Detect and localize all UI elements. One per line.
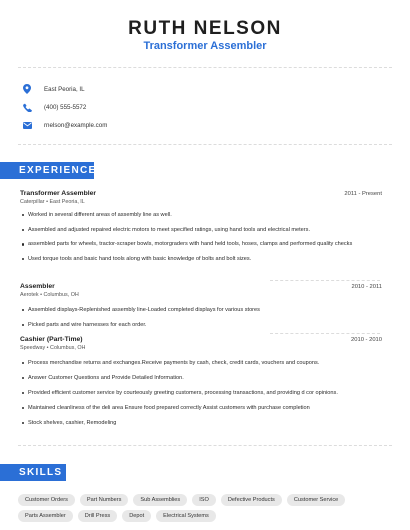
job-company: Caterpillar • East Peoria, IL (20, 199, 85, 205)
contact-phone (22, 100, 86, 114)
location-text: East Peoria, IL (44, 85, 85, 93)
skill-tag: Part Numbers (80, 494, 129, 506)
email-link[interactable]: rnelson@example.com (44, 121, 108, 129)
job-company: Speedway • Columbus, OH (20, 345, 86, 351)
phone-icon (22, 102, 32, 112)
job-bullet: Picked parts and wire harnesses for each order. (22, 321, 362, 330)
job-bullet: Answer Customer Questions and Provide Detailed Information. (22, 374, 382, 383)
skills-section-header (0, 464, 66, 481)
job-entry (20, 283, 382, 298)
contact-location (22, 82, 85, 96)
skill-tag: Sub Assemblies (133, 494, 187, 506)
experience-heading: EXPERIENCE (19, 165, 97, 176)
job-bullet: Used torque tools and basic hand tools along with basic knowledge of bolts and bolt sizes. (22, 255, 362, 264)
job-dates: 2010 - 2010 (351, 337, 382, 343)
skills-heading: SKILLS (19, 467, 63, 478)
job-bullet: Provided efficient customer service by courteously greeting customers, processing transactions, and providing d cor opinions. (22, 389, 382, 398)
job-title: Cashier (Part-Time) (20, 336, 83, 343)
resume-name: RUTH NELSON (128, 18, 282, 39)
skill-tag: Parts Assembler (18, 510, 73, 522)
skill-tag: Electrical Systems (156, 510, 216, 522)
job-bullet: Maintained cleanliness of the deli area Ensure food prepared correctly Assist customers with purchase completion (22, 404, 382, 413)
job-title: Assembler (20, 283, 55, 290)
job-entry (20, 336, 382, 351)
job-bullet-list (22, 359, 382, 428)
job-bullet: assembled parts for wheels, tractor-scraper bowls, motorgraders with hand held tools, hoses, clamps and performed quality checks (22, 240, 362, 249)
divider (18, 445, 392, 446)
job-entry (20, 190, 382, 205)
skills-list (18, 494, 394, 522)
contact-email (22, 118, 107, 132)
skill-tag: Customer Service (287, 494, 345, 506)
job-dates: 2010 - 2011 (351, 284, 382, 290)
skill-tag: Customer Orders (18, 494, 75, 506)
experience-section-header (0, 162, 97, 179)
skill-tag: ISO (192, 494, 216, 506)
email-icon (22, 120, 32, 130)
job-bullet: Worked in several different areas of assembly line as well. (22, 211, 362, 220)
job-bullet: Assembled and adjusted repaired electric motors to meet specified ratings, using hand tools and electrical meters. (22, 226, 362, 235)
divider (18, 67, 392, 68)
job-bullet: Stock shelves, cashier, Remodeling (22, 419, 382, 428)
job-title: Transformer Assembler (20, 190, 97, 197)
resume-job-title: Transformer Assembler (143, 40, 267, 52)
phone-text: (400) 555-5572 (44, 103, 87, 111)
job-bullet-list (22, 306, 362, 329)
divider (270, 280, 380, 281)
skill-tag: Defective Products (221, 494, 282, 506)
job-dates: 2011 - Present (344, 191, 382, 197)
job-bullet: Assembled displays-Replenished assembly line-Loaded completed displays for various stores (22, 306, 362, 315)
job-bullet-list (22, 211, 362, 263)
location-pin-icon (22, 84, 32, 94)
job-bullet: Process merchandise returns and exchanges.Receive payments by cash, check, credit cards, vouchers and coupons. (22, 359, 382, 368)
divider (18, 144, 392, 145)
divider (270, 333, 380, 334)
skill-tag: Drill Press (78, 510, 117, 522)
skill-tag: Depot (122, 510, 151, 522)
job-company: Aerotek • Columbus, OH (20, 292, 79, 298)
